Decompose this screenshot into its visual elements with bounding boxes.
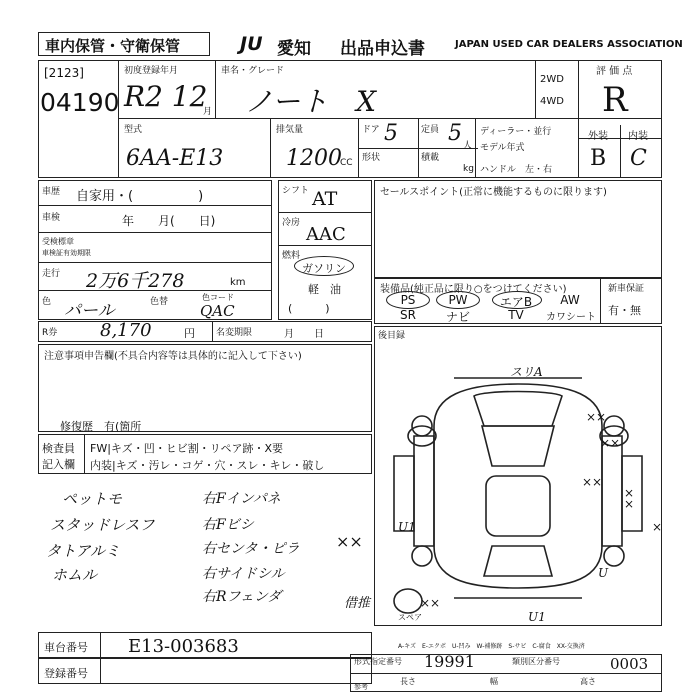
mark-2: ×× — [582, 475, 603, 489]
capacity-value: 5 — [448, 121, 462, 146]
hw-right-1: 右Fインパネ — [202, 491, 281, 507]
mark-6: ×× — [600, 436, 621, 450]
shift-label: シフト — [282, 186, 310, 196]
chassis-value: E13-003683 — [128, 636, 239, 657]
inspection-value: 年 月( 日) — [122, 214, 216, 228]
type-value: 6AA-E13 — [126, 146, 224, 171]
fw-line: FW|キズ・凹・ヒビ割・リペア跡・X要 — [90, 442, 284, 455]
new-car-value: 有・無 — [608, 304, 641, 317]
receipt-sub: 車検証有効期限 — [42, 249, 91, 257]
mark-5: U1 — [398, 520, 416, 534]
capacity-label: 定員 — [421, 125, 440, 135]
ps-circle — [386, 291, 430, 309]
color-code-value: QAC — [200, 302, 235, 320]
mark-3: × — [624, 486, 635, 500]
pw-circle — [436, 291, 480, 309]
interior-label: 内装 — [628, 131, 648, 142]
equip-sr: SR — [400, 308, 416, 322]
spare-label: スペア — [398, 613, 422, 622]
mark-1: ×× — [586, 410, 607, 424]
diagram-top-note: スリA — [510, 365, 543, 379]
grade-label: 評 価 点 — [596, 66, 633, 77]
receipt-label: 受検標章 — [42, 237, 74, 246]
new-car-label: 新車保証 — [608, 284, 645, 294]
name-change-value: 月 日 — [284, 329, 324, 340]
ref-label: 参考 — [354, 683, 368, 691]
mark-9: U1 — [528, 610, 546, 624]
inspection-label: 車検 — [42, 213, 61, 223]
association-name: JAPAN USED CAR DEALERS ASSOCIATION — [455, 39, 683, 50]
load-label: 積載 — [421, 153, 440, 163]
model-value: ノート X — [245, 85, 377, 118]
damage-legend: A-キズ E-エクボ U-凹み W-補修跡 S-サビ C-腐食 XX-交換済 — [398, 643, 585, 650]
type-label: 型式 — [124, 125, 143, 135]
mark-7: × — [652, 520, 663, 534]
interior-value: C — [630, 146, 647, 171]
category-label: 類別区分番号 — [512, 657, 560, 666]
color-change-label: 色替 — [150, 297, 169, 307]
exterior-label: 外装 — [588, 131, 608, 142]
fuel-gas: ガソリン — [302, 262, 346, 275]
doors-label: ドア — [362, 125, 380, 135]
sheet-title: 出品申込書 — [340, 39, 425, 59]
color-value: パール — [64, 301, 115, 321]
fuel-diesel: 軽 油 — [308, 283, 341, 296]
month-unit: 月 — [203, 107, 213, 117]
km-unit: km — [230, 277, 246, 288]
model-label: 車名・グレード — [221, 66, 285, 76]
car-diagram-icon — [374, 356, 662, 626]
hw-left-4: ホムル — [52, 566, 98, 584]
fuel-paren: ( ) — [288, 302, 330, 315]
doors-value: 5 — [384, 121, 398, 146]
equip-aw: AW — [560, 293, 580, 307]
diagram-header-label: 後目録 — [378, 331, 406, 341]
mark-8: U — [598, 566, 609, 580]
type-cert-label: 形式指定番号 — [354, 657, 402, 666]
cc-unit: CC — [340, 158, 353, 168]
model-year-label: モデル年式 — [480, 143, 525, 153]
capacity-unit: 人 — [463, 141, 473, 151]
hw-right-4: 右サイドシル — [202, 566, 285, 582]
kg-unit: kg — [463, 164, 474, 174]
history-value: 自家用・( ) — [76, 189, 204, 204]
equipment-label: 装備品(純正品に限り○をつけてください) — [380, 284, 567, 295]
lot-number: 04190 — [40, 88, 120, 117]
handle-label: ハンドル 左・右 — [480, 165, 553, 175]
length-label: 長さ — [400, 677, 416, 686]
org-name: 愛知 — [277, 39, 311, 59]
ac-value: AAC — [306, 224, 346, 245]
shift-value: AT — [312, 188, 338, 210]
category-value: 0003 — [610, 655, 649, 673]
name-change-label: 名変期限 — [216, 328, 253, 338]
dealer-label: ディーラー・並行 — [480, 127, 552, 137]
hw-right-5: 右Rフェンダ — [202, 589, 282, 605]
equip-ps: PS — [400, 293, 416, 307]
entry-label: 記入欄 — [42, 458, 75, 471]
equip-navi: ナビ — [445, 310, 470, 324]
mileage-label: 走行 — [42, 269, 61, 279]
color-code-label: 色コード — [202, 293, 234, 302]
drive-4wd: 4WD — [540, 96, 564, 107]
mark-4: × — [624, 497, 635, 511]
repair-label: 修復歴 有(箇所 — [60, 420, 142, 433]
sales-point-label: セールスポイント(正常に機能するものに限ります) — [380, 187, 607, 198]
airbag-circle — [492, 291, 542, 309]
first-reg-value: R2 12 — [124, 80, 208, 113]
mark-10: ×× — [420, 596, 441, 610]
history-label: 車歴 — [42, 187, 61, 197]
height-label: 高さ — [580, 677, 596, 686]
equip-pw: PW — [448, 293, 468, 307]
hw-mark: ×× — [336, 532, 363, 551]
hw-right-2: 右Fビシ — [202, 517, 254, 533]
equip-tv: TV — [508, 308, 524, 322]
fuel-label: 燃料 — [282, 251, 301, 261]
interior-line: 内装|キズ・汚レ・コゲ・穴・スレ・キレ・破し — [90, 459, 325, 472]
yen-unit: 円 — [184, 327, 195, 340]
storage-label: 車内保管・守衛保管 — [45, 37, 181, 55]
signature: 借推 — [344, 596, 371, 611]
storage-label-box — [38, 32, 210, 56]
hw-right-3: 右センタ・ピラ — [202, 541, 300, 557]
mileage-value: 2万6千278 — [86, 270, 185, 292]
type-cert-value: 19991 — [424, 652, 475, 671]
displacement-label: 排気量 — [276, 125, 304, 135]
registration-row — [38, 658, 372, 684]
chassis-label: 車台番号 — [44, 641, 88, 654]
equip-seat: カワシート — [546, 312, 596, 323]
hw-left-3: タトアルミ — [46, 542, 120, 560]
grade-value: R — [602, 80, 628, 120]
color-label: 色 — [42, 297, 52, 307]
drive-2wd: 2WD — [540, 74, 564, 85]
recycle-value: 8,170 — [100, 320, 152, 341]
hw-left-2: スタッドレスフ — [50, 516, 155, 534]
exterior-value: B — [590, 146, 607, 171]
notes-label: 注意事項申告欄(不具合内容等は具体的に記入して下さい) — [44, 351, 302, 362]
inspector-label: 検査員 — [42, 442, 75, 455]
width-label: 幅 — [490, 677, 498, 686]
displacement-value: 1200 — [286, 146, 342, 171]
equip-airbag: エアB — [499, 295, 533, 309]
registration-label: 登録番号 — [44, 667, 88, 680]
shape-label: 形状 — [362, 153, 381, 163]
lot-number-small: [2123] — [44, 66, 84, 80]
ac-label: 冷房 — [282, 218, 301, 228]
hw-left-1: ペットモ — [62, 490, 123, 508]
first-reg-label: 初度登録年月 — [124, 66, 179, 76]
recycle-label: R券 — [42, 328, 58, 338]
ju-logo-icon: JU — [240, 33, 263, 55]
